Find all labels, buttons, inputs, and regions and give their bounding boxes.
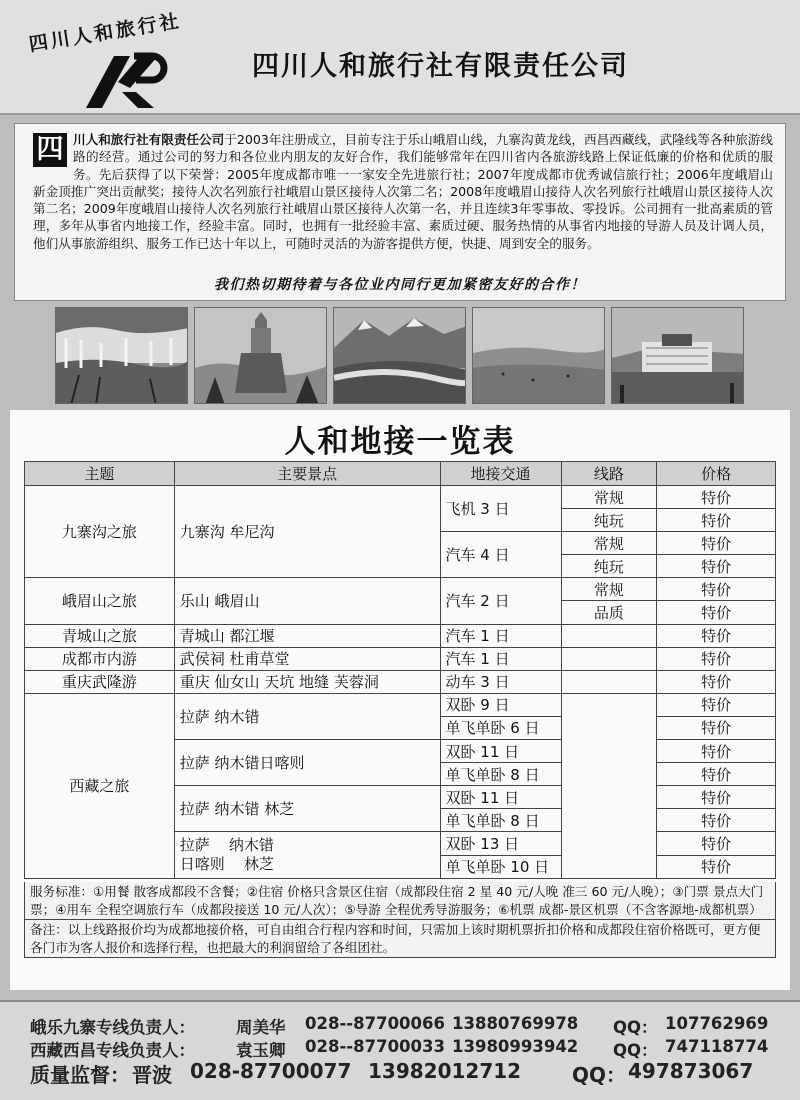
photo-emei-statue xyxy=(194,307,327,404)
service-standard: 服务标准：①用餐 散客成都段不含餐；②住宿 价格只含景区住宿（成都段住宿 2 星 40 元/人晚 准三 60 元/人晚）；③门票 景点大门票；④用车 全程空调旅行车（成都段接送 10 元/人次）；⑤导游 全程优秀导游服务；⑥机票 成都-景区机票（不含客源地-成都机票） xyxy=(24,882,776,920)
price-cell: 特价 xyxy=(657,532,776,555)
contact-role: 质量监督： xyxy=(30,1063,130,1087)
contact-role: 峨乐九寨专线负责人： xyxy=(30,1018,195,1037)
col-header-theme: 主题 xyxy=(25,462,175,486)
contact-qq-label: QQ： xyxy=(572,1063,627,1087)
contact-mobile: 13980993942 xyxy=(452,1037,579,1056)
photo-river-valley xyxy=(333,307,466,404)
transport-cell: 双卧 9 日 xyxy=(440,693,561,716)
transport-cell: 汽车 1 日 xyxy=(440,624,561,647)
spots-cell xyxy=(174,832,440,878)
transport-cell: 汽车 1 日 xyxy=(440,647,561,670)
transport-cell: 汽车 4 日 xyxy=(440,532,561,578)
contact-mobile: 13880769978 xyxy=(452,1014,579,1033)
tour-list-panel xyxy=(10,410,790,990)
slogan: 我们热切期待着与各位业内同行更加紧密友好的合作！ xyxy=(214,277,586,293)
contact-phone: 028-87700077 xyxy=(190,1059,352,1083)
contact-role: 西藏西昌专线负责人： xyxy=(30,1041,195,1060)
spots-line: 日喀则 林芝 xyxy=(179,855,274,873)
col-header-transport: 地接交通 xyxy=(440,462,561,486)
contact-mobile: 13982012712 xyxy=(368,1059,522,1083)
route-cell: 常规 xyxy=(561,532,657,555)
intro-paragraph xyxy=(33,131,773,252)
price-cell: 特价 xyxy=(657,555,776,578)
theme-cell: 成都市内游 xyxy=(25,647,175,670)
transport-cell: 飞机 3 日 xyxy=(440,486,561,532)
theme-cell: 九寨沟之旅 xyxy=(25,486,175,578)
table-row xyxy=(25,486,776,509)
table-row xyxy=(25,693,776,716)
photo-potala-palace xyxy=(611,307,744,404)
spots-cell: 拉萨 纳木错 林芝 xyxy=(174,786,440,832)
spots-cell: 乐山 峨眉山 xyxy=(174,578,440,624)
transport-cell: 单飞单卧 6 日 xyxy=(440,716,561,739)
transport-cell: 汽车 2 日 xyxy=(440,578,561,624)
transport-cell: 单飞单卧 8 日 xyxy=(440,763,561,786)
price-cell: 特价 xyxy=(657,624,776,647)
table-row xyxy=(25,647,776,670)
table-title: 人和地接一览表 xyxy=(284,424,516,460)
table-row xyxy=(25,624,776,647)
route-cell xyxy=(561,670,657,693)
intro-panel xyxy=(14,123,786,301)
route-cell: 纯玩 xyxy=(561,509,657,532)
col-header-spots: 主要景点 xyxy=(174,462,440,486)
contact-qq: 747118774 xyxy=(665,1037,769,1056)
spots-cell: 武侯祠 杜甫草堂 xyxy=(174,647,440,670)
route-cell xyxy=(561,647,657,670)
contact-qq-label: QQ： xyxy=(613,1041,658,1060)
transport-cell: 双卧 11 日 xyxy=(440,740,561,763)
route-cell xyxy=(561,693,657,878)
spots-cell: 九寨沟 牟尼沟 xyxy=(174,486,440,578)
tour-table xyxy=(24,461,776,879)
price-cell: 特价 xyxy=(657,832,776,855)
theme-cell: 西藏之旅 xyxy=(25,693,175,878)
company-title: 四川人和旅行社有限责任公司 xyxy=(252,51,629,82)
price-cell: 特价 xyxy=(657,740,776,763)
company-logo xyxy=(22,10,222,108)
intro-company-name: 川人和旅行社有限责任公司 xyxy=(73,132,225,147)
price-cell: 特价 xyxy=(657,670,776,693)
route-cell: 常规 xyxy=(561,578,657,601)
notes-section xyxy=(24,882,776,958)
price-cell: 特价 xyxy=(657,647,776,670)
route-cell: 常规 xyxy=(561,486,657,509)
transport-cell: 动车 3 日 xyxy=(440,670,561,693)
col-header-route: 线路 xyxy=(561,462,657,486)
table-header-row xyxy=(25,462,776,486)
spots-cell: 青城山 都江堰 xyxy=(174,624,440,647)
contact-phone: 028--87700066 xyxy=(305,1014,445,1033)
route-cell xyxy=(561,624,657,647)
contact-name: 袁玉卿 xyxy=(236,1041,286,1060)
logo-emblem-icon xyxy=(78,52,168,108)
theme-cell: 峨眉山之旅 xyxy=(25,578,175,624)
header xyxy=(0,0,800,115)
logo-text: 四川人和旅行社 xyxy=(27,10,184,56)
price-cell: 特价 xyxy=(657,786,776,809)
price-cell: 特价 xyxy=(657,486,776,509)
contact-phone: 028--87700033 xyxy=(305,1037,445,1056)
price-cell: 特价 xyxy=(657,693,776,716)
intro-body: 于2003年注册成立，目前专注于乐山峨眉山线，九寨沟黄龙线，西昌西藏线，武隆线等各种旅游线路的经营。通过公司的努力和各位业内朋友的友好合作，我们能够常年在四川省内各旅游线路上保证低廉的价格和优质的服务。先后获得了以下荣誉：2005年度成都市唯一一家安全先进旅行社；2007年度成都市优秀诚信旅行社；2006年度峨眉山新金顶推广突出贡献奖；接待人次名列旅行社峨眉山景区接待人次第二名；2008年度峨眉山接待人次名列旅行社峨眉山景区接待人次第二名；2009年度峨眉山接待人次名列旅行社峨眉山景区接待人次第一名，并且连续3年零事故、零投诉。公司拥有一批高素质的管理，多年从事省内地接工作，经验丰富。同时，也拥有一批经验丰富、素质过硬、服务热情的从事省内地接的导游人员及计调人员，他们从事旅游组织、服务工作已达十年以上，可随时灵活的为游客提供方便，快捷、周到安全的服务。 xyxy=(33,132,773,251)
dropcap: 四 xyxy=(33,133,67,167)
price-cell: 特价 xyxy=(657,509,776,532)
table-row xyxy=(25,670,776,693)
contact-footer xyxy=(0,1000,800,1100)
spots-line: 拉萨 纳木错 xyxy=(179,836,274,854)
contact-qq-label: QQ： xyxy=(613,1018,658,1037)
spots-cell: 拉萨 纳木错日喀则 xyxy=(174,740,440,786)
transport-cell: 双卧 11 日 xyxy=(440,786,561,809)
transport-cell: 单飞单卧 10 日 xyxy=(440,855,561,878)
route-cell: 纯玩 xyxy=(561,555,657,578)
contact-qq: 497873067 xyxy=(628,1059,754,1083)
price-cell: 特价 xyxy=(657,809,776,832)
price-cell: 特价 xyxy=(657,855,776,878)
contact-name: 晋波 xyxy=(132,1063,172,1087)
theme-cell: 重庆武隆游 xyxy=(25,670,175,693)
transport-cell: 单飞单卧 8 日 xyxy=(440,809,561,832)
spots-cell: 重庆 仙女山 天坑 地缝 芙蓉洞 xyxy=(174,670,440,693)
photo-jiuzhaigou-falls xyxy=(55,307,188,404)
price-cell: 特价 xyxy=(657,601,776,624)
price-cell: 特价 xyxy=(657,716,776,739)
table-row xyxy=(25,578,776,601)
theme-cell: 青城山之旅 xyxy=(25,624,175,647)
photo-grassland xyxy=(472,307,605,404)
remark: 备注：以上线路报价均为成都地接价格，可自由组合行程内容和时间，只需加上该时期机票折扣价格和成都段住宿价格既可，更方便各门市为客人报价和选择行程，也把最大的利润留给了各组团社。 xyxy=(24,920,776,958)
contact-name: 周美华 xyxy=(236,1018,286,1037)
price-cell: 特价 xyxy=(657,763,776,786)
route-cell: 品质 xyxy=(561,601,657,624)
contact-qq: 107762969 xyxy=(665,1014,769,1033)
photo-strip xyxy=(55,307,745,404)
col-header-price: 价格 xyxy=(657,462,776,486)
transport-cell: 双卧 13 日 xyxy=(440,832,561,855)
price-cell: 特价 xyxy=(657,578,776,601)
spots-cell: 拉萨 纳木错 xyxy=(174,693,440,739)
